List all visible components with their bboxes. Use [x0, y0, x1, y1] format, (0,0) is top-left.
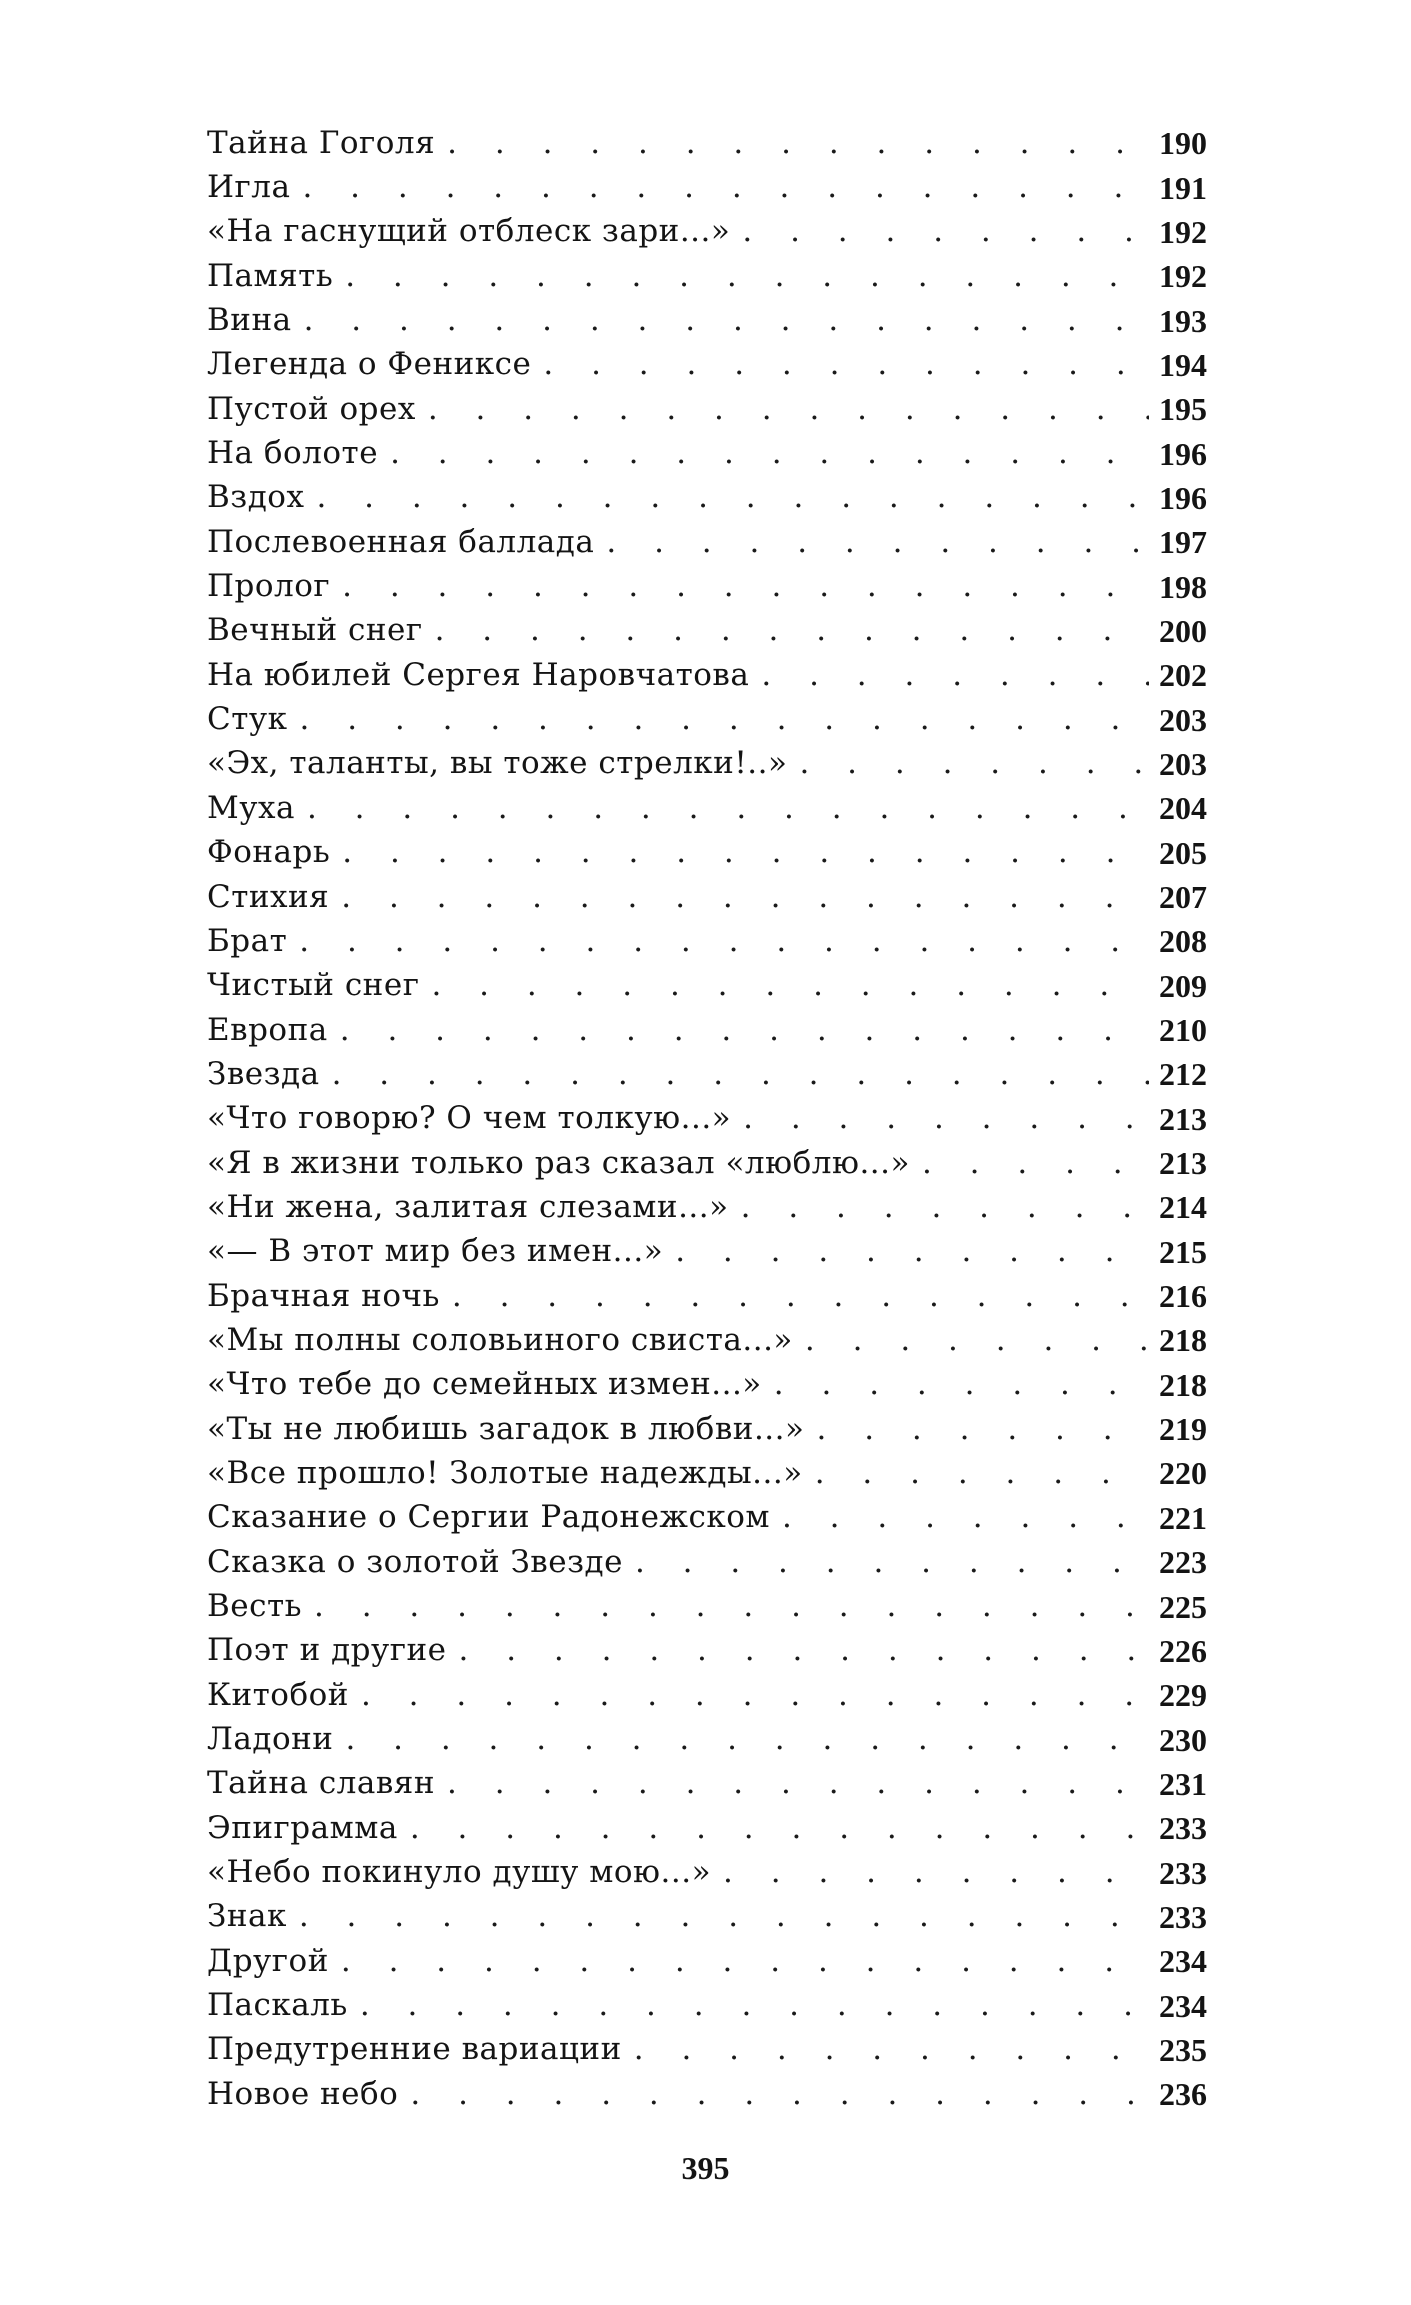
toc-entry-page: 208	[1159, 923, 1207, 960]
toc-dot-leader	[431, 970, 1149, 1001]
toc-entry-page: 216	[1159, 1278, 1207, 1315]
toc-entry-page: 205	[1159, 834, 1207, 871]
toc-entry-title: Европа	[207, 1011, 328, 1048]
toc-entry-page: 225	[1159, 1588, 1207, 1625]
toc-dot-leader	[741, 1192, 1149, 1223]
toc-entry-page: 196	[1159, 479, 1207, 516]
toc-entry	[207, 1274, 1207, 1318]
toc-entry-page: 190	[1159, 125, 1207, 162]
toc-entry	[207, 1540, 1207, 1584]
toc-dot-leader	[634, 2034, 1149, 2065]
toc-entry-page: 231	[1159, 1765, 1207, 1802]
toc-entry-page: 203	[1159, 745, 1207, 782]
toc-entry-page: 233	[1159, 1810, 1207, 1847]
toc-entry-title: Легенда о Фениксе	[207, 346, 532, 383]
toc-entry	[207, 1407, 1207, 1451]
toc-dot-leader	[342, 837, 1149, 868]
toc-entry-title: Знак	[207, 1898, 287, 1935]
toc-entry	[207, 2072, 1207, 2116]
toc-entry-page: 192	[1159, 213, 1207, 250]
toc-dot-leader	[428, 394, 1149, 425]
toc-entry	[207, 564, 1207, 608]
toc-entry	[207, 343, 1207, 387]
toc-entry-page: 207	[1159, 879, 1207, 916]
toc-entry	[207, 786, 1207, 830]
toc-dot-leader	[332, 1059, 1149, 1090]
toc-dot-leader	[340, 1015, 1149, 1046]
toc-dot-leader	[799, 748, 1149, 779]
toc-entry-title: Звезда	[207, 1055, 320, 1092]
toc-entry-title: Поэт и другие	[207, 1632, 447, 1669]
toc-dot-leader	[459, 1635, 1150, 1666]
toc-dot-leader	[360, 1990, 1149, 2021]
toc-entry-title: Китобой	[207, 1676, 349, 1713]
toc-entry-title: Стук	[207, 701, 288, 738]
toc-entry-page: 198	[1159, 568, 1207, 605]
toc-entry-page: 192	[1159, 258, 1207, 295]
toc-entry-page: 194	[1159, 346, 1207, 383]
toc-dot-leader	[390, 438, 1149, 469]
toc-entry-title: «Что тебе до семейных измен...»	[207, 1366, 762, 1403]
toc-entry-page: 202	[1159, 657, 1207, 694]
toc-entry-page: 200	[1159, 612, 1207, 649]
toc-entry-title: «Я в жизни только раз сказал «люблю...»	[207, 1144, 910, 1181]
toc-dot-leader	[361, 1680, 1149, 1711]
toc-entry	[207, 919, 1207, 963]
toc-entry-title: Стихия	[207, 878, 330, 915]
toc-dot-leader	[341, 882, 1149, 913]
page-number: 395	[681, 2150, 730, 2186]
toc-entry	[207, 387, 1207, 431]
toc-dot-leader	[723, 1857, 1149, 1888]
toc-entry-page: 193	[1159, 302, 1207, 339]
toc-dot-leader	[299, 704, 1149, 735]
toc-entry	[207, 1185, 1207, 1229]
toc-entry-title: Новое небо	[207, 2075, 399, 2112]
toc-entry-title: На юбилей Сергея Наровчатова	[207, 656, 750, 693]
toc-entry	[207, 298, 1207, 342]
toc-dot-leader	[635, 1547, 1149, 1578]
toc-entry-page: 233	[1159, 1898, 1207, 1935]
toc-dot-leader	[345, 1724, 1149, 1755]
toc-entry-title: Брат	[207, 922, 288, 959]
toc-entry-title: Пустой орех	[207, 390, 416, 427]
toc-dot-leader	[341, 1946, 1149, 1977]
toc-entry	[207, 1717, 1207, 1761]
toc-dot-leader	[435, 615, 1149, 646]
toc-entry-title: Фонарь	[207, 834, 331, 871]
toc-dot-leader	[314, 1591, 1149, 1622]
toc-entry	[207, 520, 1207, 564]
toc-entry	[207, 742, 1207, 786]
toc-entry-title: «Мы полны соловьиного свиста...»	[207, 1321, 793, 1358]
toc-entry-title: Эпиграмма	[207, 1809, 398, 1846]
toc-dot-leader	[761, 660, 1149, 691]
toc-entry-page: 219	[1159, 1411, 1207, 1448]
toc-entry	[207, 1895, 1207, 1939]
toc-dot-leader	[816, 1414, 1149, 1445]
toc-entry-page: 226	[1159, 1632, 1207, 1669]
toc-dot-leader	[447, 1768, 1149, 1799]
toc-entry	[207, 1983, 1207, 2027]
toc-entry	[207, 1939, 1207, 1983]
toc-dot-leader	[543, 349, 1149, 380]
toc-dot-leader	[815, 1458, 1149, 1489]
toc-dot-leader	[452, 1281, 1149, 1312]
toc-dot-leader	[606, 527, 1149, 558]
toc-entry	[207, 1451, 1207, 1495]
toc-entry-title: Послевоенная баллада	[207, 523, 595, 560]
toc-entry	[207, 831, 1207, 875]
toc-entry	[207, 1584, 1207, 1628]
toc-entry-page: 234	[1159, 1987, 1207, 2024]
toc-entry	[207, 1496, 1207, 1540]
toc-entry	[207, 476, 1207, 520]
toc-dot-leader	[316, 482, 1149, 513]
toc-entry	[207, 1052, 1207, 1096]
toc-entry-page: 210	[1159, 1012, 1207, 1049]
toc-entry-page: 235	[1159, 2031, 1207, 2068]
toc-entry-page: 203	[1159, 701, 1207, 738]
toc-entry-title: Ладони	[207, 1721, 334, 1758]
toc-entry-title: Сказка о золотой Звезде	[207, 1543, 623, 1580]
toc-entry	[207, 1008, 1207, 1052]
toc-entry-title: «На гаснущий отблеск зари...»	[207, 213, 731, 250]
toc-entry	[207, 1850, 1207, 1894]
toc-entry-title: Сказание о Сергии Радонежском	[207, 1499, 770, 1536]
toc-entry	[207, 1629, 1207, 1673]
toc-dot-leader	[774, 1369, 1149, 1400]
toc-entry-page: 195	[1159, 391, 1207, 428]
toc-entry-page: 236	[1159, 2076, 1207, 2113]
toc-entry-title: Вздох	[207, 479, 305, 516]
toc-dot-leader	[447, 128, 1149, 159]
toc-entry-page: 215	[1159, 1233, 1207, 1270]
toc-entry-page: 218	[1159, 1366, 1207, 1403]
toc-entry-page: 229	[1159, 1677, 1207, 1714]
toc-entry-title: «— В этот мир без имен...»	[207, 1233, 664, 1270]
toc-entry-title: «Небо покинуло душу мою...»	[207, 1854, 712, 1891]
toc-entry-title: «Все прошло! Золотые надежды...»	[207, 1454, 803, 1491]
toc-entry-title: Пролог	[207, 568, 331, 605]
toc-entry	[207, 121, 1207, 165]
toc-dot-leader	[410, 2079, 1149, 2110]
toc-entry-page: 234	[1159, 1943, 1207, 1980]
toc-dot-leader	[742, 216, 1149, 247]
toc-entry-page: 204	[1159, 790, 1207, 827]
toc-entry	[207, 1141, 1207, 1185]
toc-entry-page: 223	[1159, 1544, 1207, 1581]
toc-entry-title: Чистый снег	[207, 967, 420, 1004]
toc-entry-title: Тайна славян	[207, 1765, 436, 1802]
toc-entry-title: Тайна Гоголя	[207, 124, 436, 161]
toc-entry	[207, 653, 1207, 697]
toc-entry	[207, 964, 1207, 1008]
toc-dot-leader	[299, 1901, 1149, 1932]
toc-entry	[207, 1230, 1207, 1274]
toc-dot-leader	[304, 305, 1149, 336]
toc-dot-leader	[299, 926, 1149, 957]
toc-entry	[207, 1363, 1207, 1407]
toc-entry	[207, 609, 1207, 653]
toc-entry-title: Другой	[207, 1942, 329, 1979]
table-of-contents	[207, 121, 1207, 2116]
toc-entry-title: «Ни жена, залитая слезами...»	[207, 1188, 729, 1225]
toc-entry-title: «Ты не любишь загадок в любви...»	[207, 1410, 805, 1447]
toc-entry-title: Вина	[207, 302, 292, 339]
toc-entry	[207, 875, 1207, 919]
toc-entry	[207, 254, 1207, 298]
toc-entry-page: 191	[1159, 169, 1207, 206]
toc-entry	[207, 165, 1207, 209]
toc-dot-leader	[410, 1813, 1149, 1844]
toc-entry	[207, 697, 1207, 741]
toc-dot-leader	[302, 172, 1149, 203]
toc-dot-leader	[922, 1148, 1149, 1179]
toc-entry-page: 209	[1159, 967, 1207, 1004]
toc-entry-page: 218	[1159, 1322, 1207, 1359]
toc-entry-page: 221	[1159, 1499, 1207, 1536]
toc-entry	[207, 1806, 1207, 1850]
toc-entry-title: Предутренние вариации	[207, 2031, 622, 2068]
toc-dot-leader	[782, 1502, 1149, 1533]
toc-entry-page: 197	[1159, 524, 1207, 561]
toc-entry	[207, 1318, 1207, 1362]
toc-entry	[207, 431, 1207, 475]
toc-entry-page: 213	[1159, 1100, 1207, 1137]
toc-entry-title: Память	[207, 257, 334, 294]
toc-entry-page: 230	[1159, 1721, 1207, 1758]
toc-entry	[207, 210, 1207, 254]
toc-entry-title: Вечный снег	[207, 612, 423, 649]
toc-entry-page: 196	[1159, 435, 1207, 472]
toc-entry-title: Брачная ночь	[207, 1277, 440, 1314]
toc-entry-title: Игла	[207, 169, 291, 206]
toc-entry-page: 220	[1159, 1455, 1207, 1492]
toc-dot-leader	[345, 261, 1149, 292]
toc-entry-page: 212	[1159, 1056, 1207, 1093]
toc-entry	[207, 1097, 1207, 1141]
toc-entry-title: Паскаль	[207, 1987, 348, 2024]
toc-dot-leader	[342, 571, 1149, 602]
toc-entry-title: На болоте	[207, 435, 379, 472]
toc-dot-leader	[805, 1325, 1149, 1356]
toc-entry-title: Весть	[207, 1588, 303, 1625]
toc-entry-page: 233	[1159, 1854, 1207, 1891]
toc-entry-title: «Что говорю? О чем толкую...»	[207, 1100, 732, 1137]
toc-dot-leader	[675, 1236, 1149, 1267]
toc-dot-leader	[307, 793, 1149, 824]
toc-entry	[207, 1762, 1207, 1806]
toc-entry-title: Муха	[207, 789, 295, 826]
toc-entry-page: 213	[1159, 1145, 1207, 1182]
toc-entry-title: «Эх, таланты, вы тоже стрелки!..»	[207, 745, 788, 782]
toc-dot-leader	[743, 1103, 1149, 1134]
toc-entry	[207, 2028, 1207, 2072]
toc-entry	[207, 1673, 1207, 1717]
toc-entry-page: 214	[1159, 1189, 1207, 1226]
